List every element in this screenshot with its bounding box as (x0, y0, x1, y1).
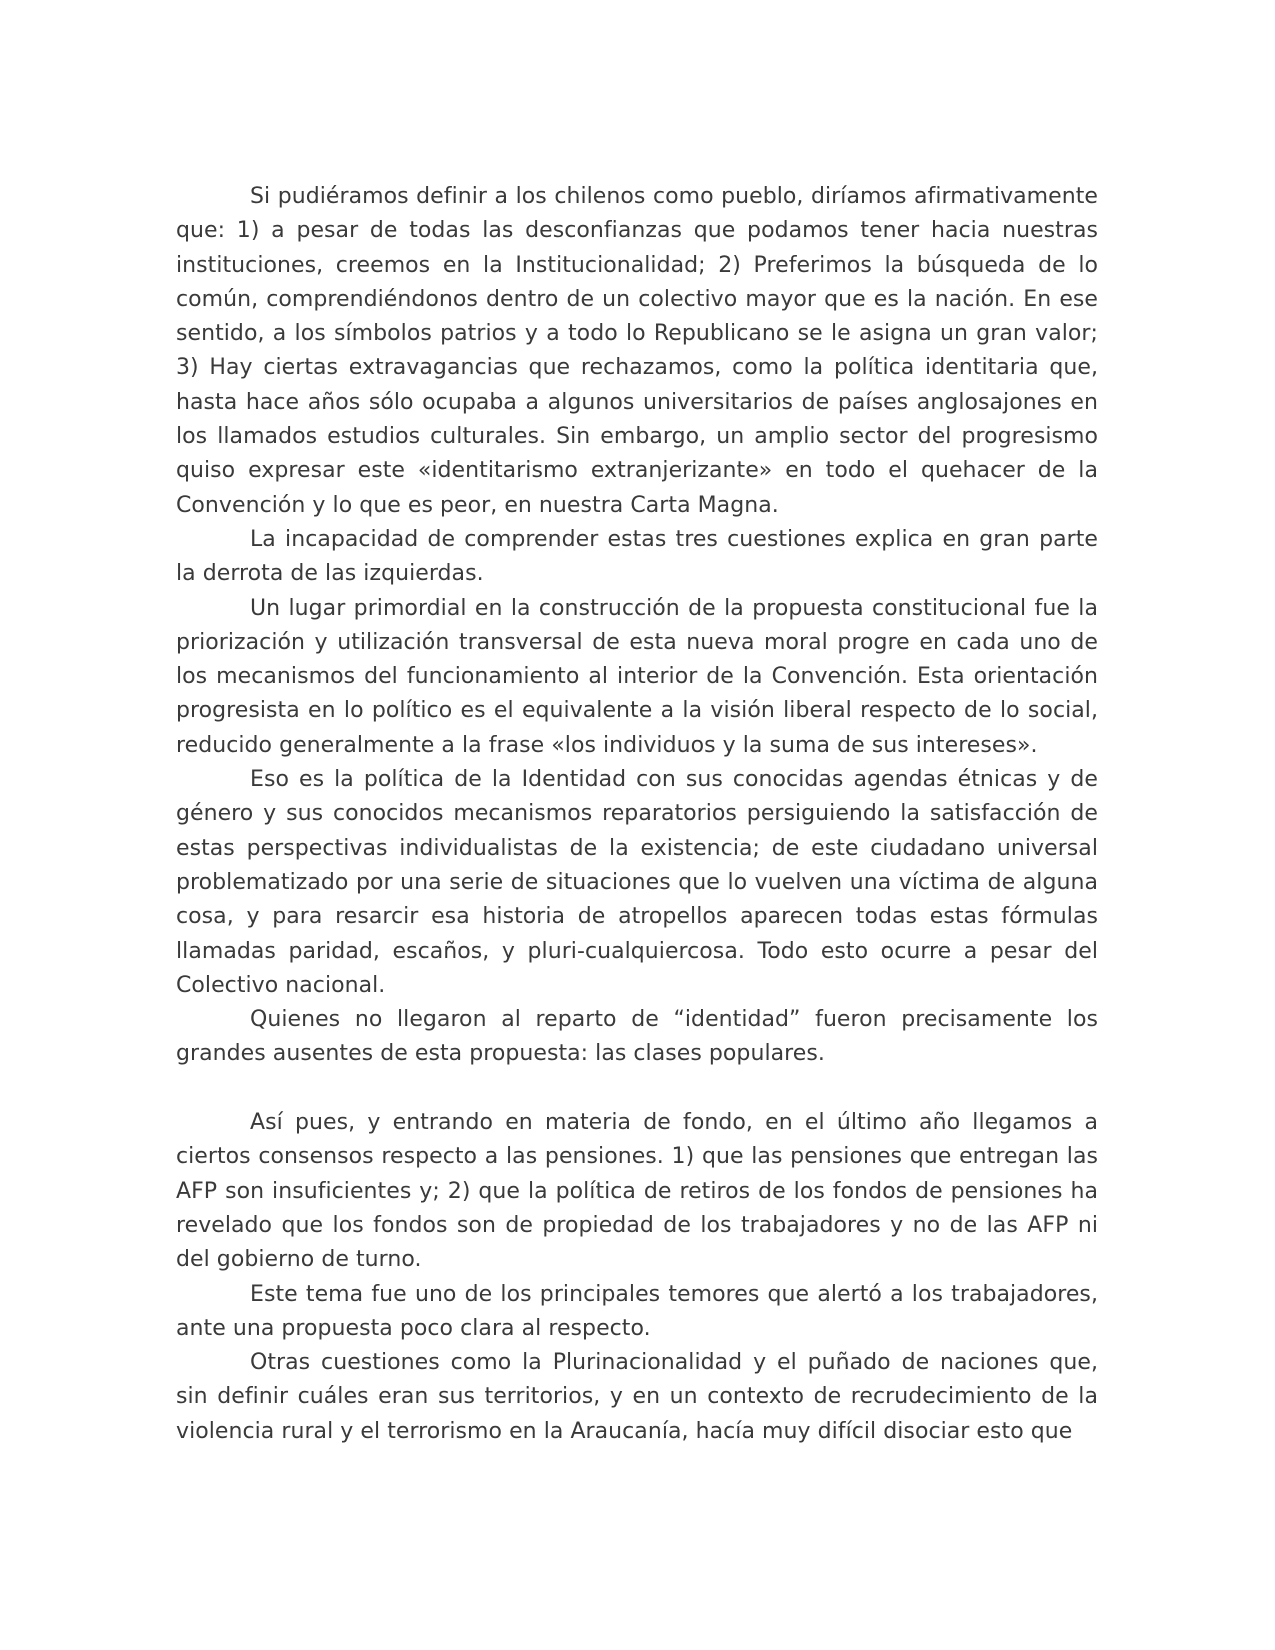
paragraph-2: La incapacidad de comprender estas tres cuestiones explica en gran parte la derrota de las izquierdas. (176, 526, 1098, 587)
paragraph-8: Otras cuestiones como la Plurinacionalidad y el puñado de naciones que, sin definir cuáles eran sus territorios, y en un contexto de recrudecimiento de la violencia rural y el terrorismo en la Araucanía, hacía muy difícil disociar esto que (176, 1350, 1098, 1444)
paragraph-7: Este tema fue uno de los principales temores que alertó a los trabajadores, ante una propuesta poco clara al respecto. (176, 1281, 1098, 1341)
paragraph-3: Un lugar primordial en la construcción de la propuesta constitucional fue la priorización y utilización transversal de esta nueva moral progre en cada uno de los mecanismos del funcionamiento al interior de la Convención. Esta orientación progresista en lo político es el equivalente a la visión liberal respecto de lo social, reducido generalmente a la frase «los individuos y la suma de sus intereses». (176, 595, 1098, 758)
paragraph-1: Si pudiéramos definir a los chilenos como pueblo, diríamos afirmativamente que: 1) a pesar de todas las desconfianzas que podamos tener hacia nuestras instituciones, creemos en la Institucionalidad; 2) Preferimos la búsqueda de lo común, comprendiéndonos dentro de un colectivo mayor que es la nación. En ese sentido, a los símbolos patrios y a todo lo Republicano se le asigna un gran valor; 3) Hay ciertas extravagancias que rechazamos, como la política identitaria que, hasta hace años sólo ocupaba a algunos universitarios de países anglosajones en los llamados estudios culturales. Sin embargo, un amplio sector del progresismo quiso expresar este «identitarismo extranjerizante» en todo el quehacer de la Convención y lo que es peor, en nuestra Carta Magna. (176, 184, 1098, 518)
body-text (176, 180, 1098, 1449)
paragraph-5: Quienes no llegaron al reparto de “identidad” fueron precisamente los grandes ausentes de esta propuesta: las clases populares. (176, 1007, 1098, 1067)
paragraph-4: Eso es la política de la Identidad con sus conocidas agendas étnicas y de género y sus conocidos mecanismos reparatorios persiguiendo la satisfacción de estas perspectivas individualistas de la existencia; de este ciudadano universal problematizado por una serie de situaciones que lo vuelven una víctima de alguna cosa, y para resarcir esa historia de atropellos aparecen todas estas fórmulas llamadas paridad, escaños, y pluri-cualquiercosa. Todo esto ocurre a pesar del Colectivo nacional. (176, 767, 1098, 998)
paragraph-6: Así pues, y entrando en materia de fondo, en el último año llegamos a ciertos consensos respecto a las pensiones. 1) que las pensiones que entregan las AFP son insuficientes y; 2) que la política de retiros de los fondos de pensiones ha revelado que los fondos son de propiedad de los trabajadores y no de las AFP ni del gobierno de turno. (176, 1110, 1098, 1273)
